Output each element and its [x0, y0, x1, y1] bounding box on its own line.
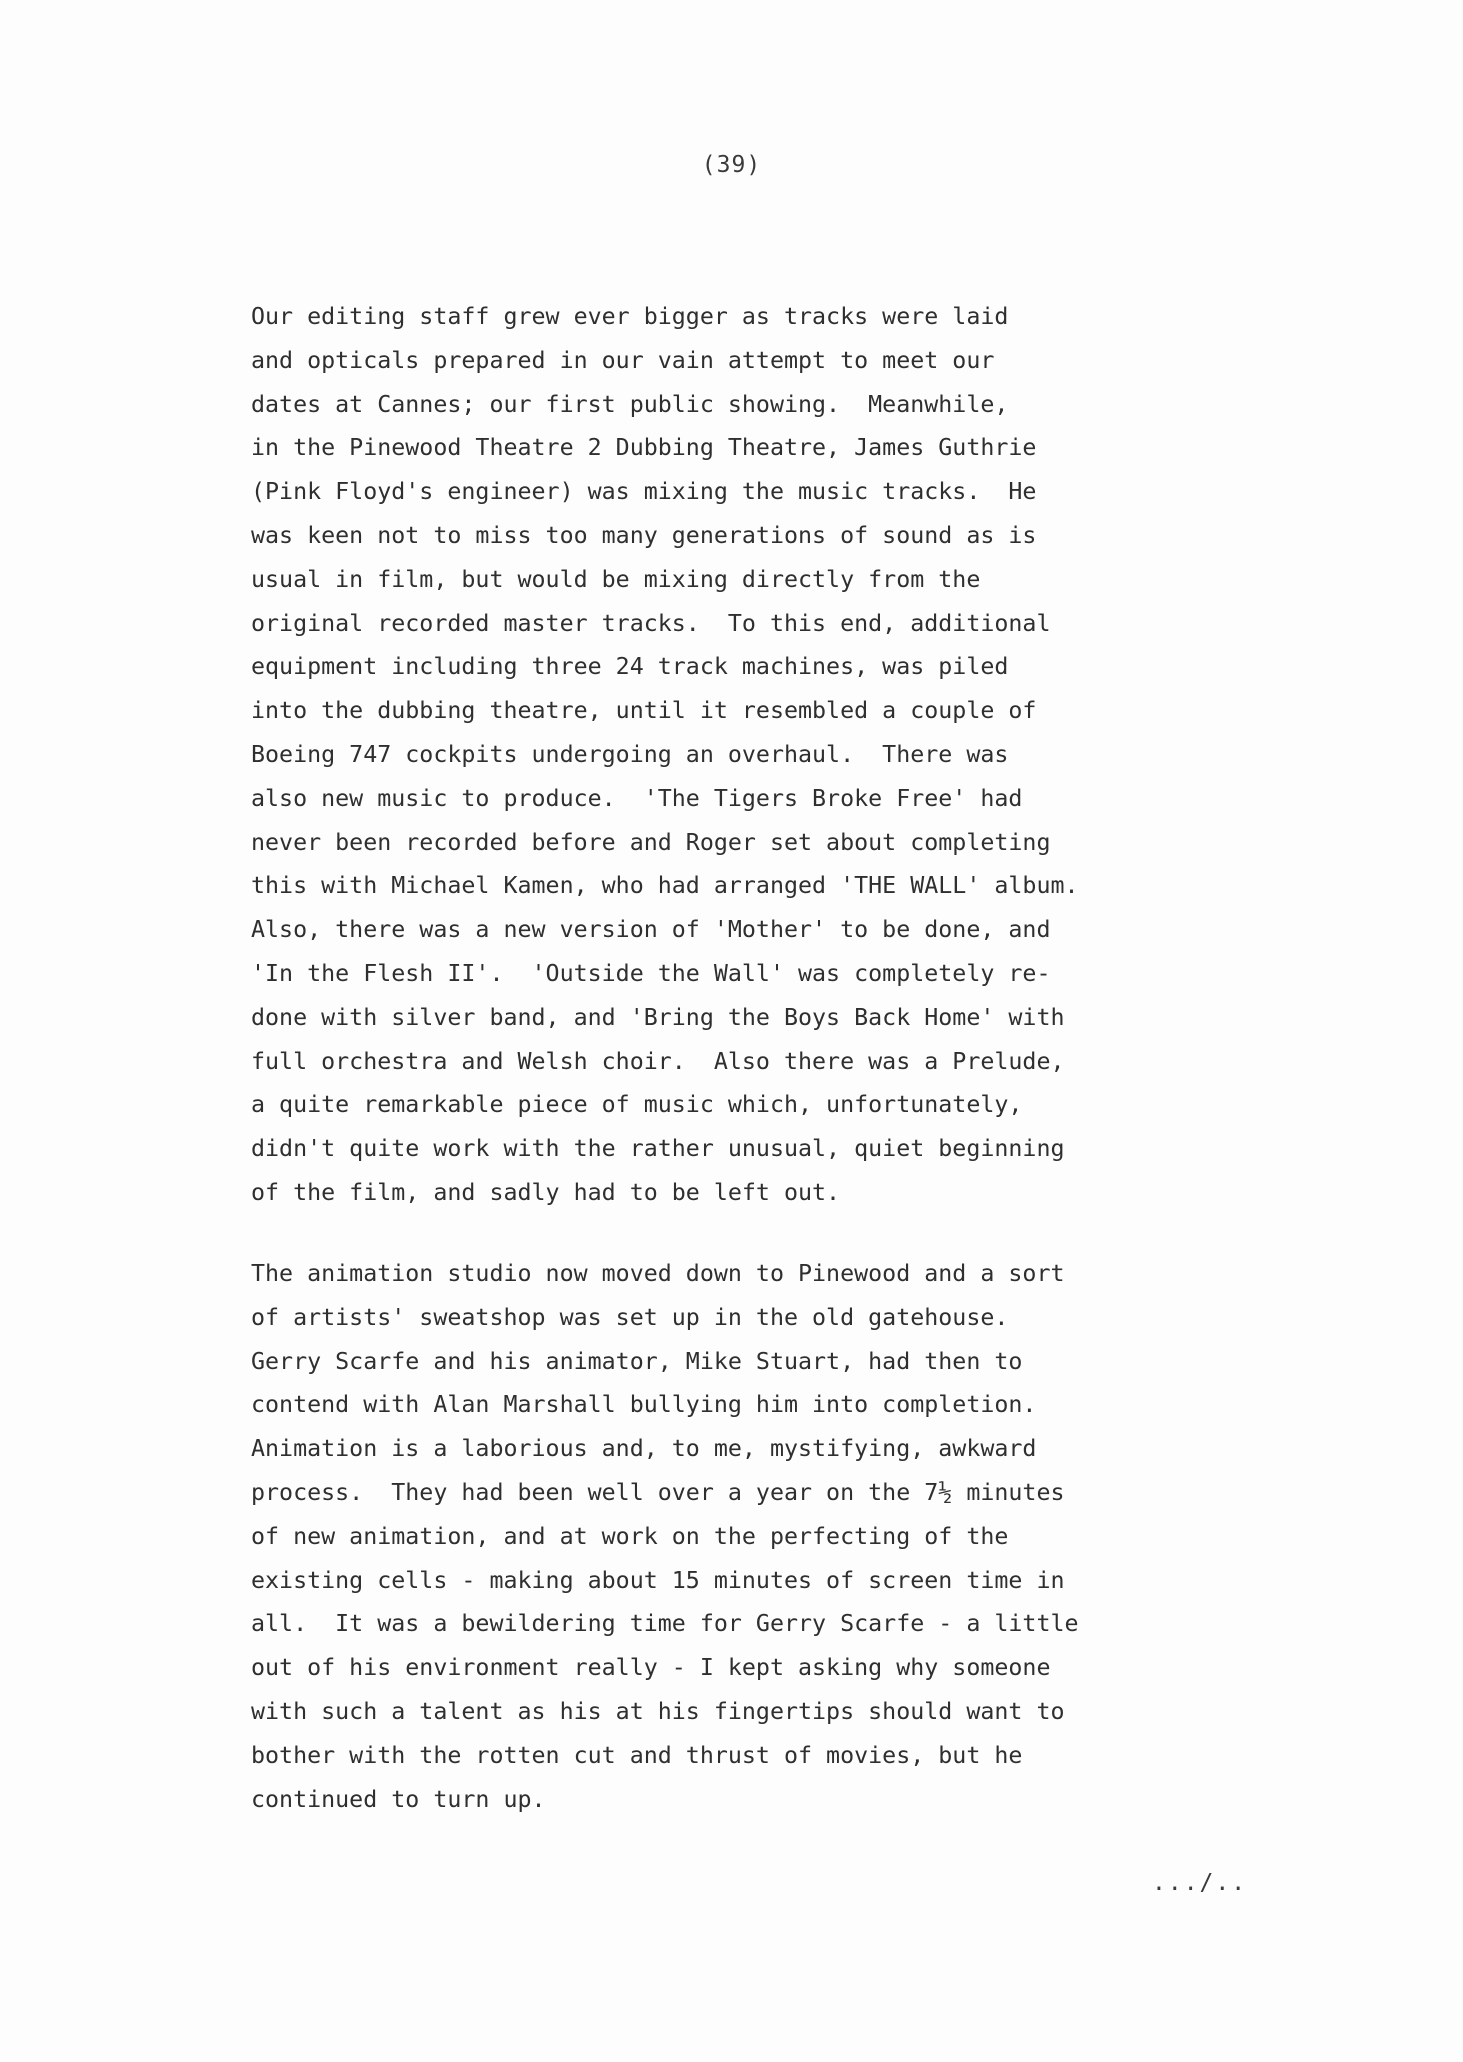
text-line: bother with the rotten cut and thrust of movies, but he: [251, 1741, 1023, 1769]
text-line: done with silver band, and 'Bring the Boys Back Home' with: [251, 1003, 1065, 1031]
text-line: of artists' sweatshop was set up in the old gatehouse.: [251, 1303, 1009, 1331]
text-line: continued to turn up.: [251, 1785, 546, 1813]
text-line: Animation is a laborious and, to me, mystifying, awkward: [251, 1435, 1037, 1463]
paragraph-2: [251, 1252, 1079, 1821]
text-line: contend with Alan Marshall bullying him into completion.: [251, 1391, 1037, 1419]
text-line: dates at Cannes; our first public showing. Meanwhile,: [251, 390, 1009, 418]
text-line: of new animation, and at work on the perfecting of the: [251, 1522, 1009, 1550]
text-line: Our editing staff grew ever bigger as tracks were laid: [251, 303, 1009, 330]
text-line: a quite remarkable piece of music which, unfortunately,: [251, 1091, 1023, 1119]
text-line: this with Michael Kamen, who had arranged 'THE WALL' album.: [251, 872, 1079, 900]
text-line: and opticals prepared in our vain attempt to meet our: [251, 346, 995, 374]
text-line: didn't quite work with the rather unusual, quiet beginning: [251, 1135, 1065, 1163]
text-line: in the Pinewood Theatre 2 Dubbing Theatre, James Guthrie: [251, 434, 1037, 462]
text-line: Gerry Scarfe and his animator, Mike Stuart, had then to: [251, 1347, 1023, 1375]
text-line: existing cells - making about 15 minutes of screen time in: [251, 1566, 1065, 1594]
text-line: The animation studio now moved down to Pinewood and a sort: [251, 1260, 1065, 1287]
text-line: was keen not to miss too many generations of sound as is: [251, 521, 1037, 549]
text-line: Boeing 747 cockpits undergoing an overhaul. There was: [251, 740, 1009, 768]
text-line: of the film, and sadly had to be left out.: [251, 1178, 841, 1206]
text-line: equipment including three 24 track machines, was piled: [251, 653, 1009, 681]
text-line: into the dubbing theatre, until it resembled a couple of: [251, 697, 1037, 725]
text-line: with such a talent as his at his fingertips should want to: [251, 1697, 1065, 1725]
text-line: full orchestra and Welsh choir. Also there was a Prelude,: [251, 1047, 1065, 1075]
text-line: process. They had been well over a year on the 7½ minutes: [251, 1478, 1065, 1506]
text-line: (Pink Floyd's engineer) was mixing the music tracks. He: [251, 478, 1037, 506]
text-line: usual in film, but would be mixing directly from the: [251, 565, 981, 593]
page-number: (39): [701, 152, 762, 178]
text-line: original recorded master tracks. To this end, additional: [251, 609, 1051, 637]
text-line: Also, there was a new version of 'Mother' to be done, and: [251, 916, 1051, 944]
continuation-mark: .../..: [1152, 1870, 1248, 1896]
text-line: out of his environment really - I kept asking why someone: [251, 1654, 1051, 1682]
text-line: all. It was a bewildering time for Gerry Scarfe - a little: [251, 1610, 1079, 1638]
paragraph-1: [251, 295, 1079, 1215]
text-line: 'In the Flesh II'. 'Outside the Wall' was completely re-: [251, 959, 1051, 987]
text-line: also new music to produce. 'The Tigers Broke Free' had: [251, 784, 1023, 812]
text-line: never been recorded before and Roger set about completing: [251, 828, 1051, 856]
